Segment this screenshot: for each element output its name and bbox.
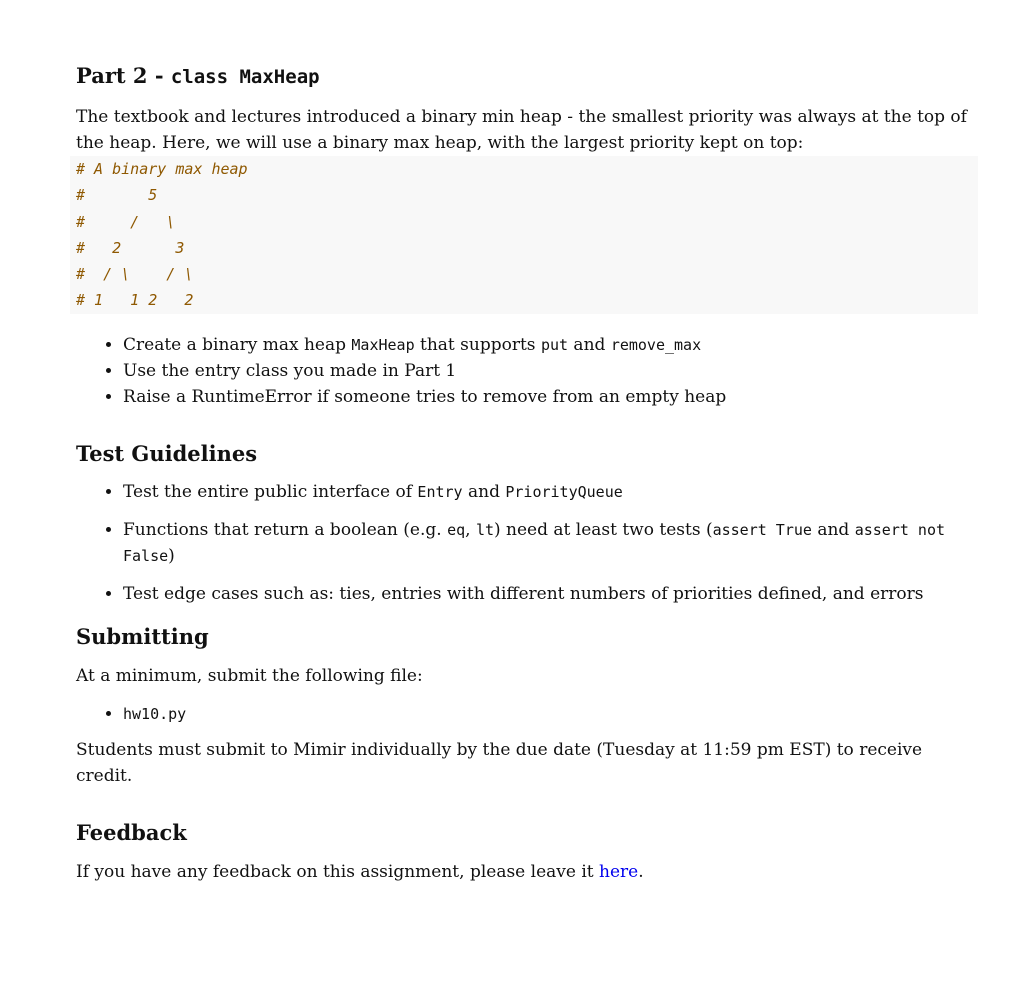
part2-heading [76,62,978,91]
code-line: # 1 1 2 2 [76,291,194,310]
list-item: • Raise a RuntimeError if someone tries to remove from an empty heap [123,384,978,410]
bullet-text: and [568,335,611,355]
list-item [123,332,978,358]
feedback-text [76,859,978,885]
submitting-note: Students must submit to Mimir individually by the due date (Tuesday at 11:59 pm EST) to receive credit. [76,740,923,786]
bullet-text: , [465,520,476,540]
submitting-intro: At a minimum, submit the following file: [76,666,423,686]
code-line: # / \ [76,212,176,231]
list-item [123,479,978,505]
test-bullet-list [76,479,978,607]
part2-heading-code: class MaxHeap [170,66,320,88]
bullet-text: Create a binary max heap [123,335,352,355]
test-guidelines-heading: Test Guidelines [76,441,258,466]
document-page [76,62,978,885]
bullet-text: and [811,520,855,540]
bullet-text: Test the entire public interface of [123,482,418,502]
submit-file-list [76,701,978,727]
code-line: # / \ / \ [76,265,194,284]
list-item: • Test edge cases such as: ties, entries with different numbers of priorities defined, and errors [123,581,978,607]
inline-code: eq [447,521,466,539]
part2-bullet-list [76,332,978,410]
code-line: # 2 3 [76,238,185,257]
code-line: # A binary max heap [76,160,248,178]
feedback-period: . [638,862,644,882]
inline-code: assert not False [123,521,946,565]
part2-intro: The textbook and lectures introduced a binary min heap - the smallest priority was always at the top of the heap. Here, we will use a binary max heap, with the largest priority kept on top: [76,107,967,153]
inline-code: remove_max [610,336,702,354]
inline-code: assert True [712,521,812,539]
bullet-text: and [462,482,506,502]
part2-heading-text: Part 2 - [76,63,171,88]
feedback-link[interactable]: here [599,862,639,882]
bullet-text: Functions that return a boolean (e.g. [123,520,448,540]
inline-code: PriorityQueue [505,483,623,501]
inline-code: put [540,336,569,354]
inline-code: MaxHeap [351,336,415,354]
code-line: # 5 [76,186,158,205]
inline-code: hw10.py [123,705,187,723]
bullet-text: that supports [414,335,541,355]
inline-code: lt [475,521,494,539]
bullet-text: ) [168,546,175,566]
submitting-heading: Submitting [76,624,209,649]
bullet-text: ) need at least two tests ( [494,520,713,540]
list-item: • Use the entry class you made in Part 1 [123,358,978,384]
feedback-heading: Feedback [76,820,187,845]
feedback-sentence: If you have any feedback on this assignment, please leave it [76,862,600,882]
list-item [123,701,978,727]
list-item [123,517,978,569]
heap-code-block [70,156,978,314]
inline-code: Entry [417,483,463,501]
